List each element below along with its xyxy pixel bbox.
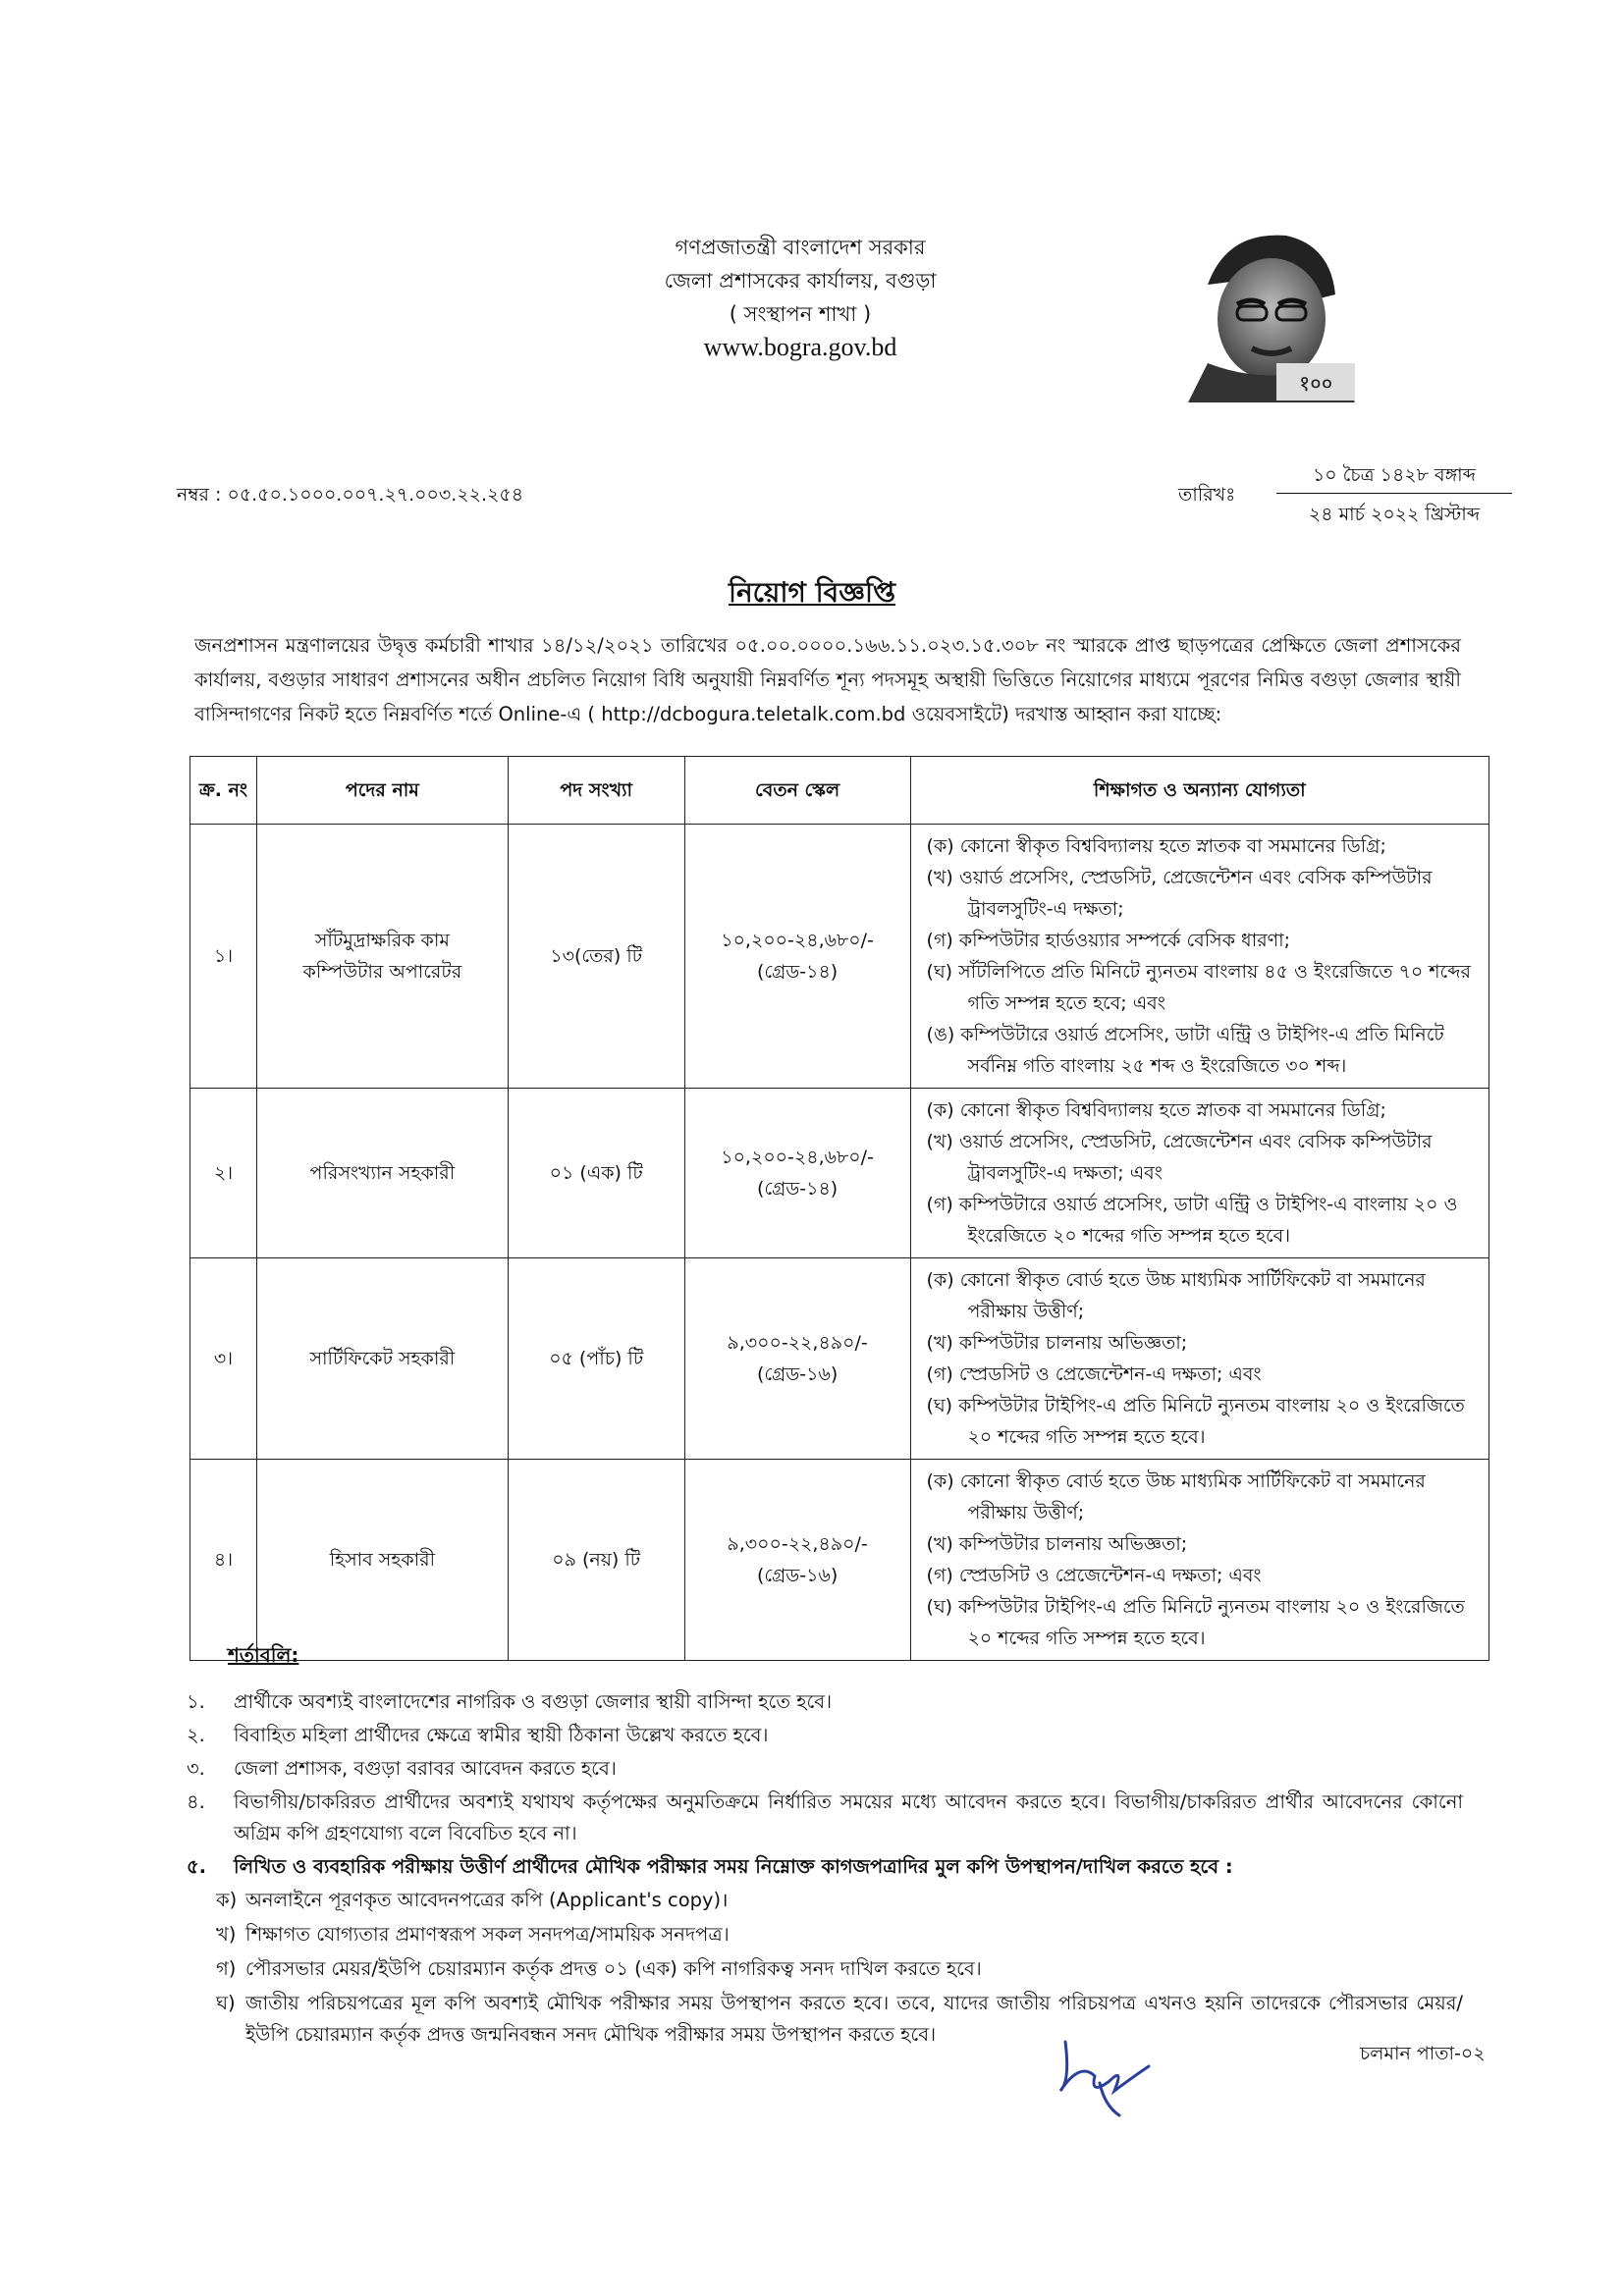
row-post: সার্টিফিকেট সহকারী [256,1258,508,1460]
header-count: পদ সংখ্যা [508,757,684,825]
row-serial: ২। [190,1089,257,1258]
date-english: ২৪ মার্চ ২০২২ খ্রিস্টাব্দ [1308,504,1481,525]
row-count: ০১ (এক) টি [508,1089,684,1258]
table-row [190,1460,1489,1661]
table-row [190,825,1489,1089]
row-scale: ১০,২০০-২৪,৬৮০/- (গ্রেড-১৪) [684,825,910,1089]
header-scale: বেতন স্কেল [684,757,910,825]
row-serial: ৩। [190,1258,257,1460]
qualification-item: (ক) কোনো স্বীকৃত বিশ্ববিদ্যালয় হতে স্নাতক বা সমমানের ডিগ্রি; [926,835,1386,857]
mujib-centenary-portrait-icon [1168,226,1365,402]
date-divider [1276,493,1512,494]
qualification-item: (ক) কোনো স্বীকৃত বোর্ড হতে উচ্চ মাধ্যমিক সার্টিফিকেট বা সমমানের পরীক্ষায় উত্তীর্ণ; [926,1269,1426,1322]
qualification-item: (খ) কম্পিউটার চালনায় অভিজ্ঞতা; [926,1533,1188,1555]
row-post: সাঁটমুদ্রাক্ষরিক কাম কম্পিউটার অপারেটর [256,825,508,1089]
date-label: তারিখঃ [1178,484,1236,506]
qualification-item: (ঘ) সাঁটলিপিতে প্রতি মিনিটে ন্যুনতম বাংলায় ৪৫ ও ইংরেজিতে ৭০ শব্দের গতি সম্পন্ন হতে হবে; এবং [926,961,1471,1014]
sub-list-item: ঘ) জাতীয় পরিচয়পত্রের মূল কপি অবশ্যই মৌখিক পরীক্ষার সময় উপস্থাপন করতে হবে। তবে, যাদের জাতীয় পরিচয়পত্র এখনও হয়নি তাদেরকে পৌরসভার মেয়র/ইউপি চেয়ারম্যান কর্তৃক প্রদত্ত জন্মনিবন্ধন সনদ মৌখিক পরীক্ষার সময় উপস্থাপন করতে হবে। [216,1992,1463,2046]
row-post: পরিসংখ্যান সহকারী [256,1089,508,1258]
vacancy-table [189,756,1489,1661]
continuation-note: চলমান পাতা-০২ [1360,2043,1486,2064]
qualification-item: (খ) ওয়ার্ড প্রসেসিং, স্প্রেডসিট, প্রেজেন্টেশন এবং বেসিক কম্পিউটার ট্রাবলসুটিং-এ দক্ষতা; এবং [926,1131,1433,1184]
list-item: ৪. বিভাগীয়/চাকরিরত প্রার্থীদের অবশ্যই যথাযথ কর্তৃপক্ষের অনুমতিক্রমে নির্ধারিত সময়ের মধ্যে আবেদন করতে হবে। বিভাগীয়/চাকরিরত প্রার্থীর আবেদনের কোনো অগ্রিম কপি গ্রহণযোগ্য বলে বিবেচিত হবে না। [187,1790,1463,1844]
table-header-row [190,757,1489,825]
row-serial: ১। [190,825,257,1089]
row-qualifications [910,1089,1489,1258]
row-qualifications [910,1258,1489,1460]
header-post: পদের নাম [256,757,508,825]
list-item: ১. প্রার্থীকে অবশ্যই বাংলাদেশের নাগরিক ও বগুড়া জেলার স্থায়ী বাসিন্দা হতে হবে। [187,1690,833,1713]
qualification-item: (খ) কম্পিউটার চালনায় অভিজ্ঞতা; [926,1332,1188,1354]
list-item: ৩. জেলা প্রশাসক, বগুড়া বরাবর আবেদন করতে হবে। [187,1757,617,1780]
header-serial: ক্র. নং [190,757,257,825]
row-scale: ৯,৩০০-২২,৪৯০/- (গ্রেড-১৬) [684,1258,910,1460]
table-row [190,1258,1489,1460]
page-title: নিয়োগ বিজ্ঞপ্তি [728,576,896,609]
qualification-item: (ক) কোনো স্বীকৃত বিশ্ববিদ্যালয় হতে স্নাতক বা সমমানের ডিগ্রি; [926,1099,1386,1121]
row-post: হিসাব সহকারী [256,1460,508,1661]
terms-heading: শর্তাবলি: [228,1643,299,1667]
svg-text:१००: १०० [1298,372,1333,397]
row-count: ১৩(তের) টি [508,825,684,1089]
section-name: ( সংস্থাপন শাখা ) [729,302,872,326]
qualification-item: (ঙ) কম্পিউটারে ওয়ার্ড প্রসেসিং, ডাটা এন্ট্রি ও টাইপিং-এ প্রতি মিনিটে সর্বনিম্ন গতি বাংলায় ২৫ শব্দ ও ইংরেজিতে ৩০ শব্দ। [926,1024,1444,1077]
sub-list-item: ক) অনলাইনে পূরণকৃত আবেদনপত্রের কপি (Applicant's copy)। [216,1889,729,1911]
header-qualification: শিক্ষাগত ও অন্যান্য যোগ্যতা [910,757,1489,825]
qualification-item: (গ) স্প্রেডসিট ও প্রেজেন্টেশন-এ দক্ষতা; এবং [926,1363,1262,1385]
list-item: ২. বিবাহিত মহিলা প্রার্থীদের ক্ষেত্রে স্বামীর স্থায়ী ঠিকানা উল্লেখ করতে হবে। [187,1724,769,1746]
qualification-item: (ঘ) কম্পিউটার টাইপিং-এ প্রতি মিনিটে ন্যুনতম বাংলায় ২০ ও ইংরেজিতে ২০ শব্দের গতি সম্পন্ন হতে হবে। [926,1596,1465,1649]
website-link[interactable]: www.bogra.gov.bd [703,333,897,361]
qualification-item: (গ) কম্পিউটারে ওয়ার্ড প্রসেসিং, ডাটা এন্ট্রি ও টাইপিং-এ বাংলায় ২০ ও ইংরেজিতে ২০ শব্দের গতি সম্পন্ন হতে হবে। [926,1194,1458,1247]
memo-number: নম্বর : ০৫.৫০.১০০০.০০৭.২৭.০০৩.২২.২৫৪ [177,484,524,506]
row-qualifications [910,1460,1489,1661]
terms-list [187,1686,1463,2054]
qualification-item: (খ) ওয়ার্ড প্রসেসিং, স্প্রেডসিট, প্রেজেন্টেশন এবং বেসিক কম্পিউটার ট্রাবলসুটিং-এ দক্ষতা; [926,867,1433,920]
date-bangla: ১০ চৈত্র ১৪২৮ বঙ্গাব্দ [1312,464,1477,486]
sub-list-item: গ) পৌরসভার মেয়র/ইউপি চেয়ারম্যান কর্তৃক প্রদত্ত ০১ (এক) কপি নাগরিকত্ব সনদ দাখিল করতে হবে। [216,1957,982,1980]
office-name: জেলা প্রশাসকের কার্যালয়, বগুড়া [664,269,937,293]
row-count: ০৫ (পাঁচ) টি [508,1258,684,1460]
row-scale: ১০,২০০-২৪,৬৮০/- (গ্রেড-১৪) [684,1089,910,1258]
row-qualifications [910,825,1489,1089]
signature-icon [1041,2022,1168,2120]
letterhead [589,231,1011,364]
qualification-item: (ঘ) কম্পিউটার টাইপিং-এ প্রতি মিনিটে ন্যুনতম বাংলায় ২০ ও ইংরেজিতে ২০ শব্দের গতি সম্পন্ন হতে হবে। [926,1395,1465,1448]
qualification-item: (গ) কম্পিউটার হার্ডওয়্যার সম্পর্কে বেসিক ধারণা; [926,930,1291,951]
intro-paragraph: জনপ্রশাসন মন্ত্রণালয়ের উদ্বৃত্ত কর্মচারী শাখার ১৪/১২/২০২১ তারিখের ০৫.০০.০০০০.১৬৬.১১.০২৩.১৫.৩০৮ নং স্মারকে প্রাপ্ত ছাড়পত্রের প্রেক্ষিতে জেলা প্রশাসকের কার্যালয়, বগুড়ার সাধারণ প্রশাসনের অধীন প্রচলিত নিয়োগ বিধি অনুযায়ী নিম্নবর্ণিত শূন্য পদসমূহ অস্থায়ী ভিত্তিতে নিয়োগের মাধ্যমে পূরণের নিমিত্ত বগুড়া জেলার স্থায়ী বাসিন্দাগণের নিকট হতে নিম্নবর্ণিত শর্তে Online-এ ( http://dcbogura.teletalk.com.bd ওয়েবসাইটে) দরখাস্ত আহ্বান করা যাচ্ছে: [194,634,1461,725]
row-count: ০৯ (নয়) টি [508,1460,684,1661]
row-serial: ৪। [190,1460,257,1661]
row-scale: ৯,৩০০-২২,৪৯০/- (গ্রেড-১৬) [684,1460,910,1661]
table-row [190,1089,1489,1258]
sub-list-item: খ) শিক্ষাগত যোগ্যতার প্রমাণস্বরূপ সকল সনদপত্র/সাময়িক সনদপত্র। [216,1923,730,1946]
qualification-item: (গ) স্প্রেডসিট ও প্রেজেন্টেশন-এ দক্ষতা; এবং [926,1565,1262,1586]
list-item: ৫. লিখিত ও ব্যবহারিক পরীক্ষায় উত্তীর্ণ প্রার্থীদের মৌখিক পরীক্ষার সময় নিম্নোক্ত কাগজপত্রাদির মুল কপি উপস্থাপন/দাখিল করতে হবে : [187,1855,1233,1878]
qualification-item: (ক) কোনো স্বীকৃত বোর্ড হতে উচ্চ মাধ্যমিক সার্টিফিকেট বা সমমানের পরীক্ষায় উত্তীর্ণ; [926,1470,1426,1523]
govt-name: গণপ্রজাতন্ত্রী বাংলাদেশ সরকার [675,236,926,259]
